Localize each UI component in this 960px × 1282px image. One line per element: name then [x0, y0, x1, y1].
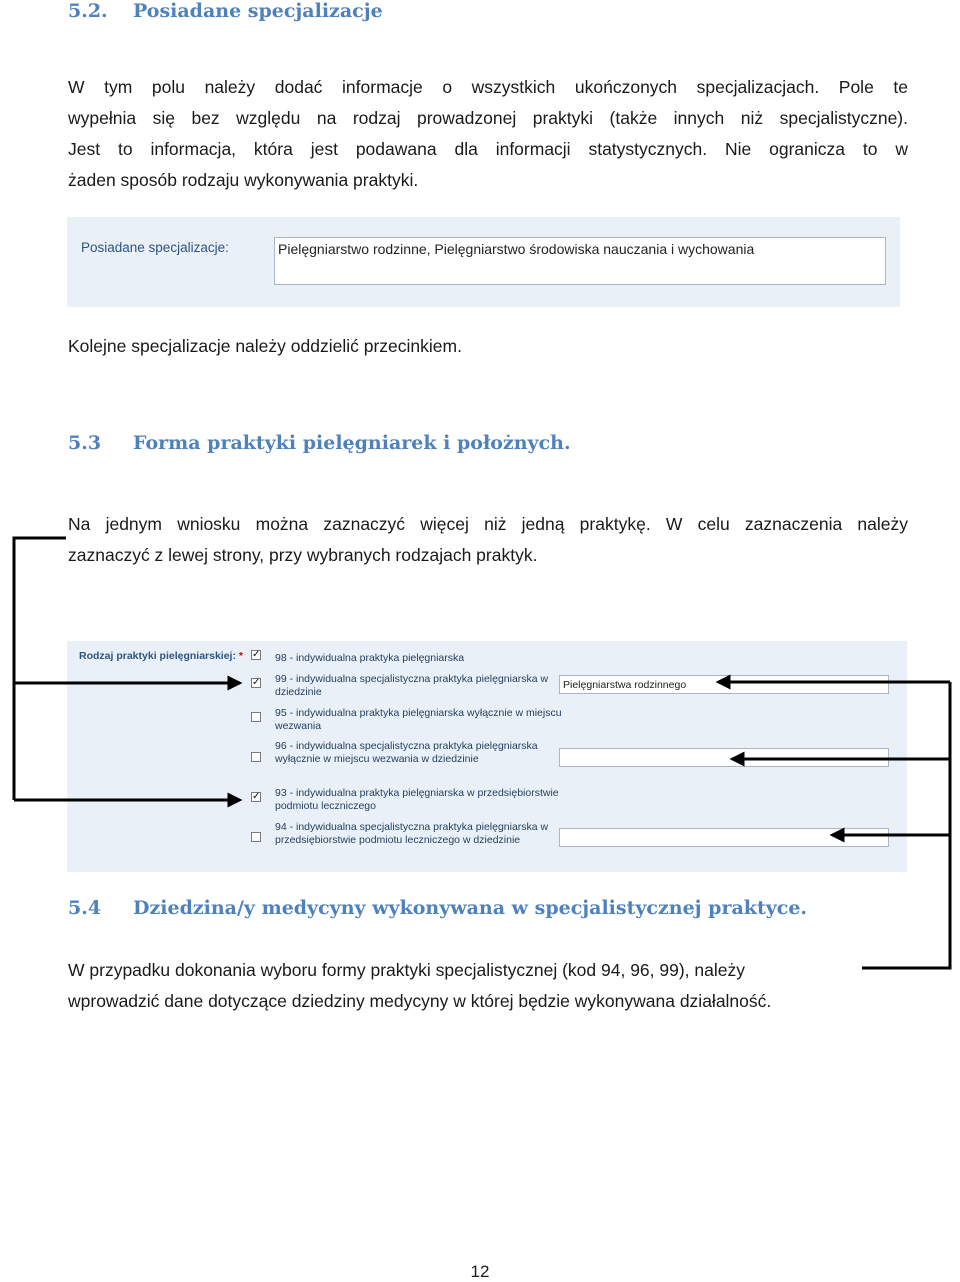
right-bracket-line — [862, 682, 950, 968]
paragraph-line: W tym polu należy dodać informacje o wszystkich ukończonych specjalizacjach. Pole te — [68, 77, 908, 97]
option-label-94: 94 - indywidualna specjalistyczna praktyka pielęgniarska w przedsiębiorstwie podmiotu leczniczego w dziedzinie — [275, 821, 549, 846]
paragraph-line: wprowadzić dane dotyczące dziedziny medycyny w której będzie wykonywana działalność. — [68, 991, 772, 1011]
paragraph-line: żaden sposób rodzaju wykonywania praktyki. — [68, 170, 419, 190]
option-label-96: 96 - indywidualna specjalistyczna praktyka pielęgniarska wyłącznie w miejscu wezwania w dziedzinie — [275, 740, 538, 765]
section-title: Dziedzina/y medycyny wykonywana w specjalistycznej praktyce. — [133, 897, 808, 919]
specializations-label: Posiadane specjalizacje: — [81, 240, 229, 255]
option-label-95: 95 - indywidualna praktyka pielęgniarska wyłącznie w miejscu wezwania — [275, 707, 562, 732]
option-label-99: 99 - indywidualna specjalistyczna praktyka pielęgniarska w dziedzinie — [275, 673, 549, 698]
option-label-93: 93 - indywidualna praktyka pielęgniarska w przedsiębiorstwie podmiotu leczniczego — [275, 787, 559, 812]
checkbox-99[interactable]: ✓ — [252, 677, 261, 688]
required-mark: * — [238, 650, 243, 662]
specialty-field-99[interactable]: Pielęgniarstwa rodzinnego — [559, 675, 889, 694]
section-number: 5.2. — [68, 0, 108, 22]
checkbox-98[interactable]: ✓ — [252, 649, 261, 660]
paragraph-line: Na jednym wniosku można zaznaczyć więcej niż jedną praktykę. W celu zaznaczenia należy — [68, 514, 908, 534]
section-title: Posiadane specjalizacje — [133, 0, 383, 22]
paragraph-line: W przypadku dokonania wyboru formy praktyki specjalistycznej (kod 94, 96, 99), należy — [68, 960, 745, 980]
page-number: 12 — [470, 1262, 490, 1281]
left-bracket-line — [14, 538, 66, 800]
section-title: Forma praktyki pielęgniarek i położnych. — [133, 432, 571, 454]
checkbox-93[interactable]: ✓ — [252, 791, 261, 802]
paragraph-line: wypełnia się bez względu na rodzaj prowadzonej praktyki (także innych niż specjalistyczne). — [68, 108, 908, 128]
option-label-98: 98 - indywidualna praktyka pielęgniarska — [275, 652, 465, 664]
section-number: 5.3 — [68, 432, 102, 454]
section-number: 5.4 — [68, 897, 102, 919]
specializations-input[interactable]: Pielęgniarstwo rodzinne, Pielęgniarstwo środowiska nauczania i wychowania — [274, 237, 886, 285]
paragraph-line: zaznaczyć z lewej strony, przy wybranych rodzajach praktyk. — [68, 545, 538, 565]
label-text: Rodzaj praktyki pielęgniarskiej: — [79, 650, 236, 662]
note-text: Kolejne specjalizacje należy oddzielić przecinkiem. — [68, 336, 462, 356]
paragraph-line: Jest to informacja, która jest podawana dla informacji statystycznych. Nie ogranicza to w — [68, 139, 908, 159]
